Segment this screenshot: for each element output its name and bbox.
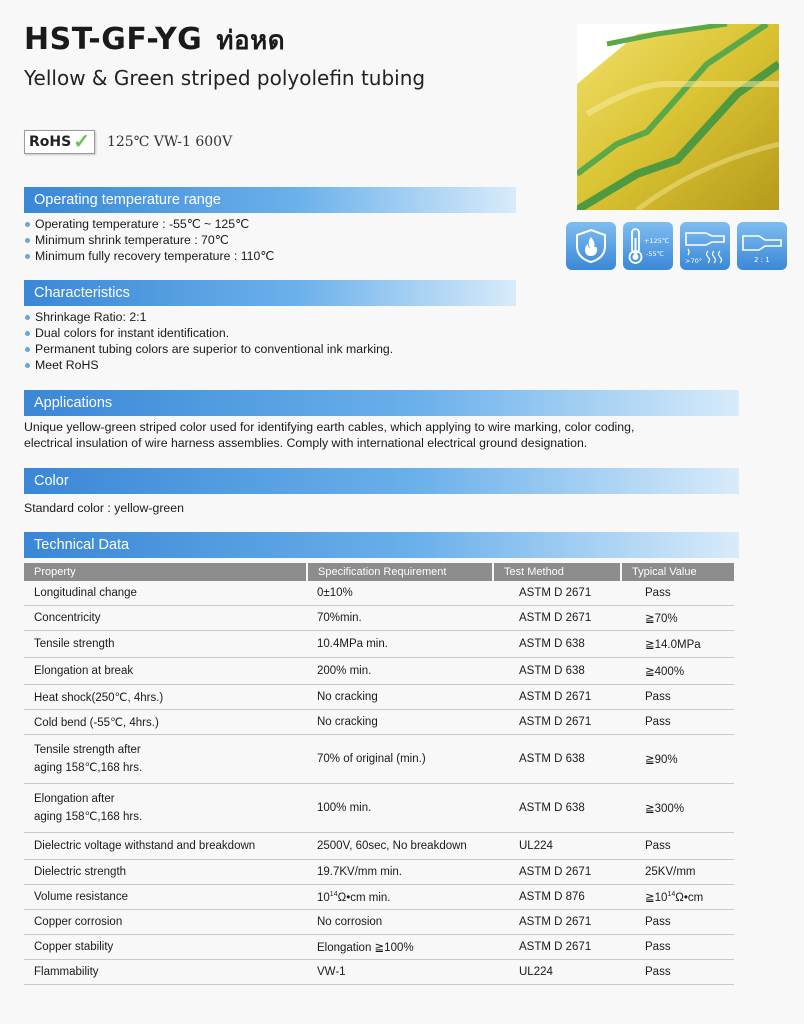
rating-text: 125℃ VW-1 600V bbox=[106, 134, 233, 150]
table-row bbox=[24, 784, 734, 833]
table-row bbox=[24, 860, 734, 885]
cell-spec: No corrosion bbox=[307, 910, 493, 935]
cell-property: Elongation at break bbox=[24, 658, 307, 685]
cell-property-line-1: Tensile strength after bbox=[34, 744, 141, 756]
applications-line-1: Unique yellow-green striped color used for identifying earth cables, which applying to wire marking, color coding, bbox=[24, 420, 635, 434]
technical-data-table bbox=[24, 563, 734, 985]
cell-property: Tensile strength bbox=[24, 631, 307, 658]
cell-spec: 70% of original (min.) bbox=[307, 735, 493, 784]
cell-spec: VW-1 bbox=[307, 960, 493, 985]
cell-method: UL224 bbox=[493, 960, 621, 985]
cell-value: ≧70% bbox=[621, 606, 734, 631]
page-subtitle: Yellow & Green striped polyolefin tubing bbox=[24, 66, 426, 90]
section-characteristics: Characteristics bbox=[24, 280, 516, 306]
column-header-method: Test Method bbox=[493, 563, 621, 581]
cell-spec: 10.4MPa min. bbox=[307, 631, 493, 658]
cell-spec: 0±10% bbox=[307, 581, 493, 606]
cell-property bbox=[24, 735, 307, 784]
thermo-high-text: +125℃ bbox=[644, 237, 670, 245]
cell-value bbox=[621, 885, 734, 910]
operating-temperature-list bbox=[24, 216, 274, 264]
cell-property: Volume resistance bbox=[24, 885, 307, 910]
value-base: ≧10 bbox=[645, 892, 668, 904]
cell-value: ≧400% bbox=[621, 658, 734, 685]
cell-property-line-2: aging 158℃,168 hrs. bbox=[34, 762, 143, 774]
table-row bbox=[24, 735, 734, 784]
cell-value: Pass bbox=[621, 581, 734, 606]
cell-value: 25KV/mm bbox=[621, 860, 734, 885]
feature-icons bbox=[566, 222, 787, 270]
cell-spec: 2500V, 60sec, No breakdown bbox=[307, 833, 493, 860]
color-text: Standard color : yellow-green bbox=[24, 501, 184, 515]
cell-property: Concentricity bbox=[24, 606, 307, 631]
table-row bbox=[24, 581, 734, 606]
cell-spec bbox=[307, 885, 493, 910]
list-item: Minimum fully recovery temperature : 110℃ bbox=[24, 248, 274, 264]
column-header-property: Property bbox=[24, 563, 307, 581]
list-item: Minimum shrink temperature : 70℃ bbox=[24, 232, 274, 248]
cell-property: Cold bend (-55℃, 4hrs.) bbox=[24, 710, 307, 735]
table-row bbox=[24, 658, 734, 685]
list-item: Shrinkage Ratio: 2:1 bbox=[24, 309, 393, 325]
table-row bbox=[24, 710, 734, 735]
applications-line-2: electrical insulation of wire harness assemblies. Comply with international electrical ground designation. bbox=[24, 436, 588, 450]
spec-unit: Ω•cm min. bbox=[337, 891, 391, 904]
cell-property: Dielectric strength bbox=[24, 860, 307, 885]
ratio-text: 2 : 1 bbox=[754, 256, 770, 264]
cell-spec: 100% min. bbox=[307, 784, 493, 833]
list-item: Dual colors for instant identification. bbox=[24, 325, 393, 341]
list-item: Permanent tubing colors are superior to conventional ink marking. bbox=[24, 341, 393, 357]
spec-exponent: 14 bbox=[329, 890, 338, 898]
page-title bbox=[24, 20, 285, 61]
cell-property-line-2: aging 158℃,168 hrs. bbox=[34, 811, 143, 823]
product-photo bbox=[577, 24, 779, 210]
characteristics-list bbox=[24, 309, 393, 373]
cell-method: ASTM D 2671 bbox=[493, 910, 621, 935]
table-row bbox=[24, 833, 734, 860]
table-row bbox=[24, 960, 734, 985]
list-item: Operating temperature : -55℃ ~ 125℃ bbox=[24, 216, 274, 232]
cell-spec: 200% min. bbox=[307, 658, 493, 685]
cell-property bbox=[24, 784, 307, 833]
cell-value: Pass bbox=[621, 935, 734, 960]
value-unit: Ω•cm bbox=[675, 892, 704, 904]
cell-method: ASTM D 638 bbox=[493, 784, 621, 833]
cell-property-line-1: Elongation after bbox=[34, 793, 115, 805]
cell-method: ASTM D 2671 bbox=[493, 581, 621, 606]
product-name-thai: ท่อหด bbox=[216, 26, 286, 56]
spec-base: 10 bbox=[317, 891, 330, 904]
product-code: HST-GF-YG bbox=[24, 22, 203, 57]
section-operating-temperature: Operating temperature range bbox=[24, 187, 516, 213]
cell-spec: 70%min. bbox=[307, 606, 493, 631]
applications-text bbox=[24, 419, 704, 451]
shrink-temp-text: >70° bbox=[685, 257, 702, 265]
cell-value: Pass bbox=[621, 910, 734, 935]
cell-method: ASTM D 638 bbox=[493, 631, 621, 658]
cell-method: ASTM D 638 bbox=[493, 658, 621, 685]
table-row bbox=[24, 685, 734, 710]
thermo-low-text: -55℃ bbox=[646, 250, 664, 258]
cell-property: Copper corrosion bbox=[24, 910, 307, 935]
cell-method: ASTM D 876 bbox=[493, 885, 621, 910]
cell-spec: No cracking bbox=[307, 685, 493, 710]
cell-method: ASTM D 2671 bbox=[493, 710, 621, 735]
cell-property: Dielectric voltage withstand and breakdown bbox=[24, 833, 307, 860]
cell-value: Pass bbox=[621, 710, 734, 735]
check-icon: ✓ bbox=[73, 131, 90, 153]
cell-property: Heat shock(250℃, 4hrs.) bbox=[24, 685, 307, 710]
cell-value: Pass bbox=[621, 685, 734, 710]
column-header-spec: Specification Requirement bbox=[307, 563, 493, 581]
cell-property: Longitudinal change bbox=[24, 581, 307, 606]
cell-method: ASTM D 638 bbox=[493, 735, 621, 784]
certification-row bbox=[24, 130, 232, 154]
cell-spec: No cracking bbox=[307, 710, 493, 735]
table-header-row bbox=[24, 563, 734, 581]
thermometer-icon bbox=[623, 222, 673, 270]
table-row bbox=[24, 606, 734, 631]
list-item: Meet RoHS bbox=[24, 357, 393, 373]
cell-method: UL224 bbox=[493, 833, 621, 860]
cell-spec: Elongation ≧100% bbox=[307, 935, 493, 960]
cell-value: ≧300% bbox=[621, 784, 734, 833]
cell-method: ASTM D 2671 bbox=[493, 606, 621, 631]
value-exponent: 14 bbox=[667, 891, 676, 899]
shrink-ratio-icon bbox=[737, 222, 787, 270]
flame-shield-icon bbox=[566, 222, 616, 270]
heat-shrink-icon bbox=[680, 222, 730, 270]
table-row bbox=[24, 935, 734, 960]
cell-property: Copper stability bbox=[24, 935, 307, 960]
section-technical-data: Technical Data bbox=[24, 532, 739, 558]
section-color: Color bbox=[24, 468, 739, 494]
column-header-value: Typical Value bbox=[621, 563, 734, 581]
section-applications: Applications bbox=[24, 390, 739, 416]
cell-spec: 19.7KV/mm min. bbox=[307, 860, 493, 885]
table-row bbox=[24, 885, 734, 910]
cell-method: ASTM D 2671 bbox=[493, 685, 621, 710]
cell-method: ASTM D 2671 bbox=[493, 860, 621, 885]
cell-value: ≧14.0MPa bbox=[621, 631, 734, 658]
cell-value: ≧90% bbox=[621, 735, 734, 784]
table-row bbox=[24, 910, 734, 935]
cell-value: Pass bbox=[621, 833, 734, 860]
rohs-logo bbox=[24, 130, 95, 154]
cell-value: Pass bbox=[621, 960, 734, 985]
cell-method: ASTM D 2671 bbox=[493, 935, 621, 960]
rohs-label: RoHS bbox=[29, 134, 72, 150]
table-row bbox=[24, 631, 734, 658]
cell-property: Flammability bbox=[24, 960, 307, 985]
